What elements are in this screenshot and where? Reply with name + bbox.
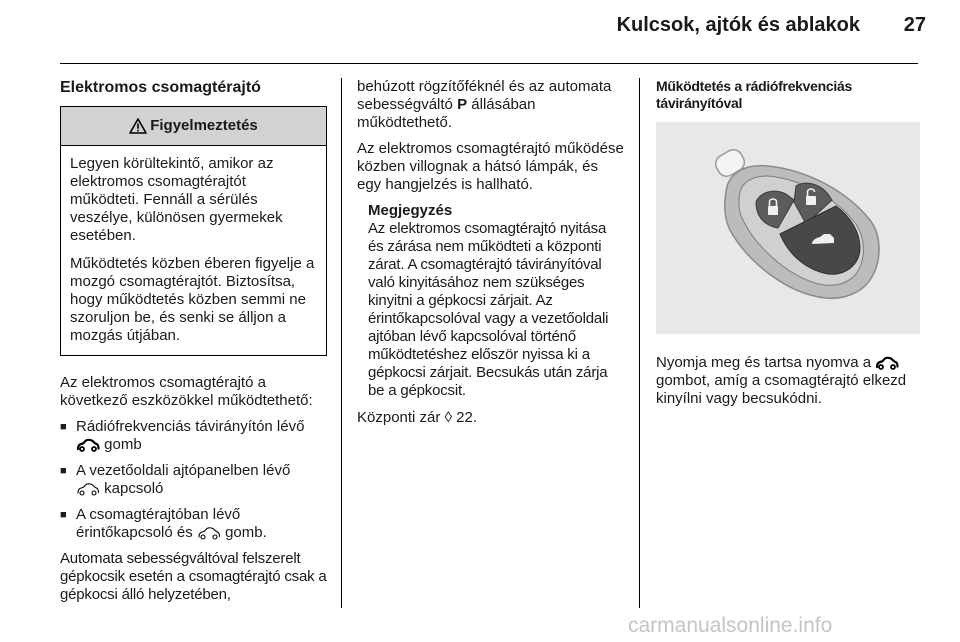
- automatic-transmission-text: Automata sebességváltóval felszerelt gépkocsik esetén a csomagtérajtó csak a gépkocsi álló helyzetében,: [60, 550, 327, 603]
- warning-heading: Figyelmeztetés: [150, 117, 258, 134]
- operation-methods-list: [60, 418, 327, 542]
- subsection-title: Működtetés a rádiófrekvenciás távirányítóval: [656, 78, 852, 111]
- watermark: carmanualsonline.info: [628, 614, 833, 637]
- car-icon: [76, 482, 100, 496]
- column-divider: [639, 78, 640, 608]
- list-item: ■ Rádiófrekvenciás távirányítón lévő gomb: [60, 418, 327, 454]
- gear-label: P: [457, 96, 468, 113]
- list-item: ■ A csomagtérajtóban lévő érintőkapcsoló és gomb.: [60, 506, 327, 542]
- remote-key-illustration: [656, 122, 920, 334]
- warning-paragraph-2: Működtetés közben éberen figyelje a mozgó csomagtérajtót. Biztosítsa, hogy működtetés közben semmi ne szoruljon be, és senki se álljon a mozgás útjában.: [70, 255, 315, 344]
- central-lock-reference[interactable]: Központi zár ◊ 22.: [357, 409, 478, 426]
- reference-arrow-icon: ◊: [444, 409, 452, 426]
- warning-box: [60, 106, 327, 356]
- warning-paragraph-1: Legyen körültekintő, amikor az elektromos csomagtérajtót működteti. Fennáll a sérülés veszélye, különösen gyermekek esetében.: [70, 155, 283, 244]
- header-rule: [60, 63, 918, 64]
- warning-triangle-icon: [129, 118, 147, 134]
- section-title: Elektromos csomagtérajtó: [60, 79, 261, 96]
- warning-header: [61, 107, 326, 146]
- column-divider: [341, 78, 342, 608]
- car-icon: [76, 438, 100, 452]
- warning-body: [61, 146, 326, 345]
- operation-paragraph: Az elektromos csomagtérajtó működése közben villognak a hátsó lámpák, és egy hangjelzés is hallható.: [357, 140, 624, 193]
- note-title: Megjegyzés: [368, 202, 453, 219]
- continuation-paragraph: behúzott rögzítőféknél és az automata sebességváltó P állásában működtethető.: [357, 78, 612, 131]
- car-icon: [875, 356, 899, 370]
- note-body: Az elektromos csomagtérajtó nyitása és zárása nem működteti a központi zárat. A csomagtérajtó távirányítóval való kinyitásához nem szükséges kinyitni a gépkocsi zárjait. Az érintőkapcsolóval vagy a vezetőoldali ajtóban lévő kapcsolóval történő működtetéshez először nyissa ki a gépkocsi zárjait. Becsukás után zárja be a gépkocsit.: [368, 220, 609, 399]
- instruction-paragraph: Nyomja meg és tartsa nyomva a gombot, amíg a csomagtérajtó elkezd kinyílni vagy becsukódni.: [656, 354, 907, 407]
- remote-key-drawing: [656, 122, 920, 334]
- intro-paragraph: Az elektromos csomagtérajtó a következő eszközökkel működtethető:: [60, 374, 313, 409]
- car-icon: [197, 526, 221, 540]
- page-number: 27: [903, 14, 926, 36]
- column-2: [357, 78, 625, 435]
- list-item: ■ A vezetőoldali ajtópanelben lévő kapcsoló: [60, 462, 327, 498]
- column-3: [656, 78, 920, 416]
- page-header-title: Kulcsok, ajtók és ablakok: [616, 14, 860, 36]
- column-1: [60, 78, 327, 612]
- note-block: [368, 202, 625, 400]
